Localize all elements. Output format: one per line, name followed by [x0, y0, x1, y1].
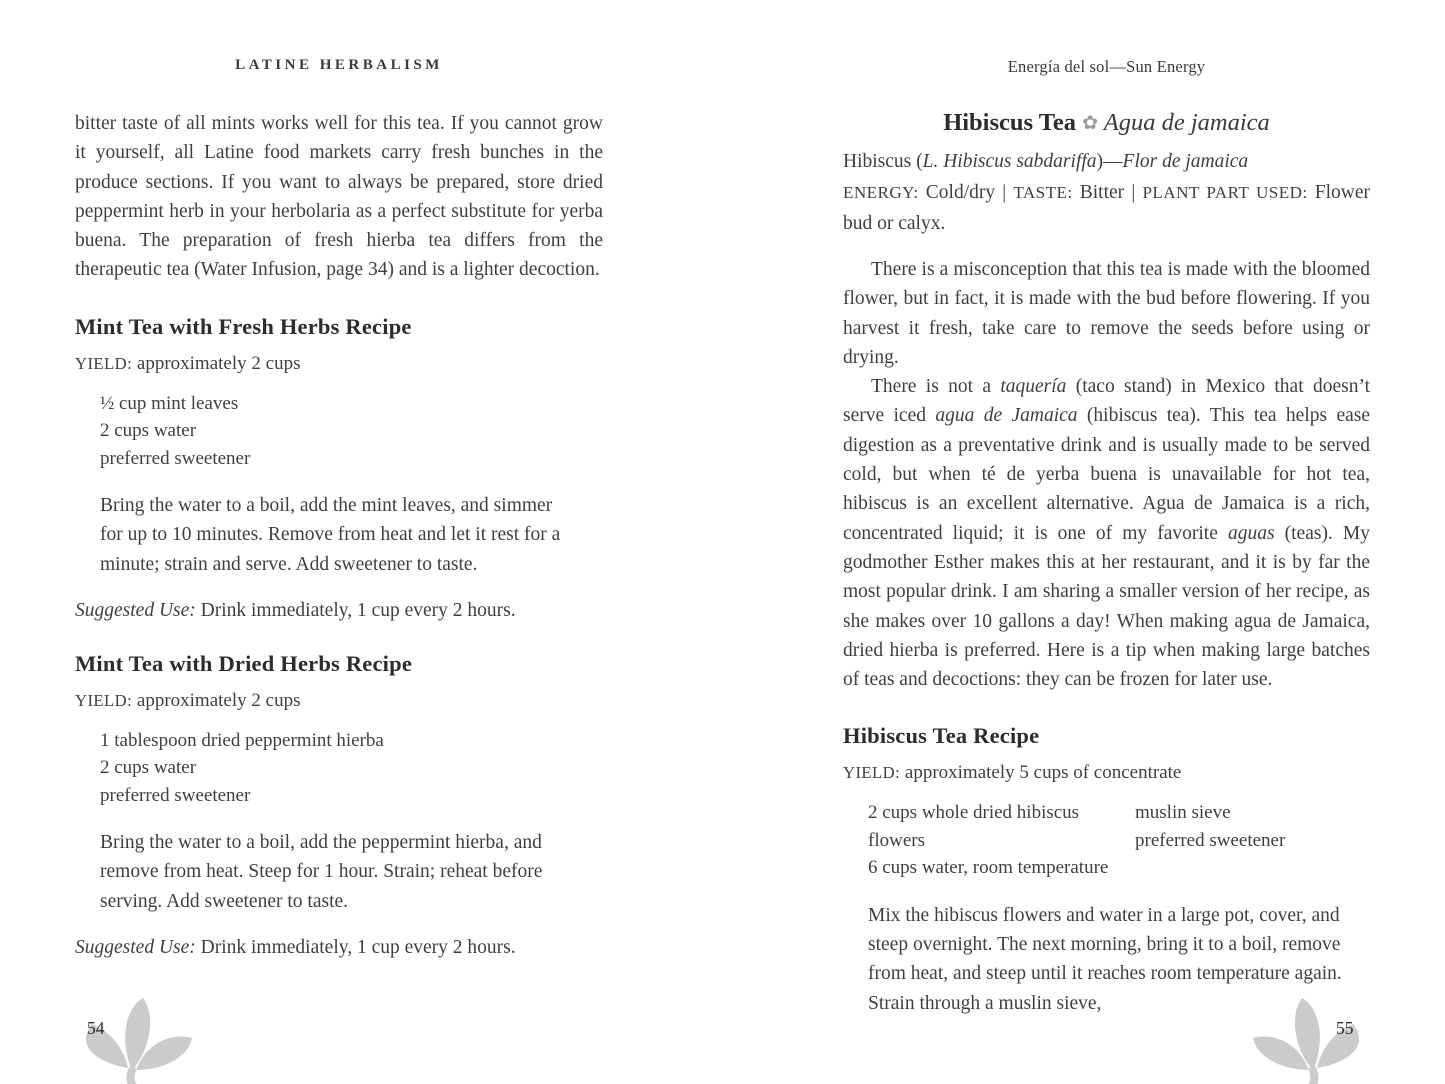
body-paragraph: There is not a taquería (taco stand) in Mexico that doesn’t serve iced agua de Jamaica (hibiscus tea). This tea helps ease digestion as a preventative drink and is usually made to be served cold, but when té de yerba buena is unavailable for hot tea, hibiscus is an excellent alternative. Agua de Jamaica is a rich, concentrated liquid; it is one of my favorite aguas (teas). My godmother Esther makes this at her restaurant, and it is by far the most popular drink. I am sharing a smaller version of her recipe, as she makes over 10 gallons a day! When making agua de Jamaica, dried hierba is preferred. Here is a tip when making large batches of teas and decoctions: they can be frozen for later use. [843, 376, 1371, 691]
left-page [75, 0, 603, 959]
hibiscus-ingredients [868, 799, 1370, 881]
ingredients-column-1 [868, 799, 1135, 881]
ingredient-line: 2 cups water [100, 757, 197, 779]
recipe-fresh-title: Mint Tea with Fresh Herbs Recipe [75, 313, 412, 339]
body-paragraph: There is a misconception that this tea is made with the bloomed flower, but in fact, it is made with the bud before flowering. If you harvest it fresh, take care to remove the seeds before using or drying. [843, 259, 1370, 368]
recipe-fresh-suggested-use: Suggested Use: Drink immediately, 1 cup every 2 hours. [75, 599, 516, 621]
ingredient-line: preferred sweetener [1135, 829, 1286, 851]
ingredient-line: 6 cups water, room temperature [868, 857, 1109, 879]
right-running-head: Energía del sol—Sun Energy [1007, 57, 1206, 76]
ingredient-line: ½ cup mint leaves [100, 392, 239, 414]
hibiscus-recipe-yield: YIELD: approximately 5 cups of concentrate [843, 762, 1182, 784]
ingredient-line: preferred sweetener [100, 784, 251, 806]
hibiscus-recipe-section [843, 723, 1370, 1017]
ingredient-line: 2 cups water [100, 420, 197, 442]
flower-ornament-icon [48, 988, 298, 1084]
recipe-dried-directions: Bring the water to a boil, add the peppermint hierba, and remove from heat. Steep for 1 hour. Strain; reheat before serving. Add sweetener to taste. [100, 832, 543, 912]
recipe-fresh-section [75, 314, 603, 622]
recipe-fresh-yield: YIELD: approximately 2 cups [75, 352, 301, 374]
ingredients-column-2 [1135, 799, 1370, 881]
recipe-fresh-directions: Bring the water to a boil, add the mint leaves, and simmer for up to 10 minutes. Remove from heat and let it rest for a minute; strain and serve. Add sweetener to taste. [100, 495, 561, 575]
page-number: 54 [87, 1018, 105, 1038]
hibiscus-recipe-directions: Mix the hibiscus flowers and water in a large pot, cover, and steep overnight. The next morning, bring it to a boil, remove from heat, and steep until it reaches room temperature again. Strain through a muslin sieve, [868, 904, 1342, 1014]
chapter-title-text: Hibiscus Tea ✿ Agua de jamaica [943, 109, 1270, 136]
right-page [843, 0, 1370, 1018]
recipe-dried-ingredients [100, 727, 603, 809]
hibiscus-recipe-title: Hibiscus Tea Recipe [843, 723, 1040, 749]
ingredient-line: preferred sweetener [100, 447, 251, 469]
ingredient-line: 1 tablespoon dried peppermint hierba [100, 729, 384, 751]
recipe-dried-yield: YIELD: approximately 2 cups [75, 689, 301, 711]
recipe-fresh-ingredients [100, 390, 603, 472]
ingredient-line: muslin sieve [1135, 802, 1231, 824]
recipe-dried-suggested-use: Suggested Use: Drink immediately, 1 cup every 2 hours. [75, 937, 516, 958]
botanical-subtitle: Hibiscus (L. Hibiscus sabdariffa)—Flor de jamaica [843, 151, 1249, 172]
left-running-head: LATINE HERBALISM [235, 57, 443, 73]
recipe-dried-title: Mint Tea with Dried Herbs Recipe [75, 650, 413, 676]
ingredient-line: 2 cups whole dried hibiscus flowers [868, 802, 1080, 851]
page-number: 55 [1336, 1018, 1354, 1038]
herb-meta-line: ENERGY: Cold/dry | TASTE: Bitter | PLANT PART USED: Flower bud or calyx. [843, 182, 1370, 234]
flower-ornament-icon [1147, 988, 1397, 1084]
recipe-dried-section [75, 651, 603, 959]
intro-paragraph: bitter taste of all mints works well for this tea. If you cannot grow it yourself, all Latine food markets carry fresh bunches in the produce sections. If you want to always be prepared, store dried peppermint herb in your herbolaria as a perfect substitute for yerba buena. The preparation of fresh hierba tea differs from the therapeutic tea (Water Infusion, page 34) and is a lighter decoction. [75, 113, 603, 281]
chapter-title [843, 109, 1370, 137]
